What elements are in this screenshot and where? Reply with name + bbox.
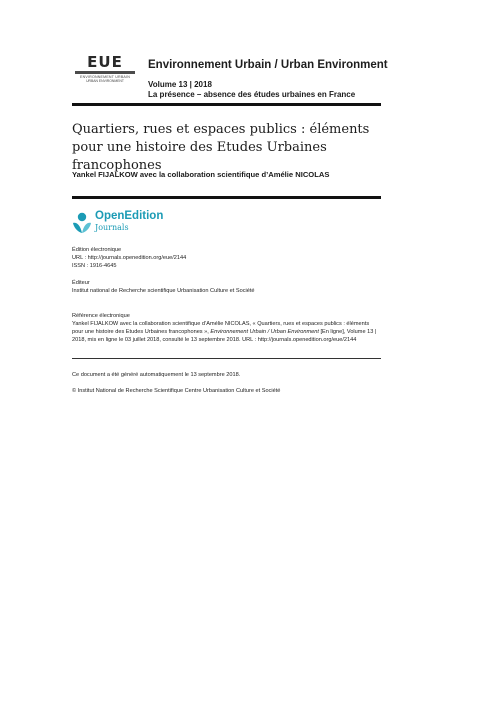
editor-block xyxy=(72,279,382,295)
logo-bar xyxy=(75,71,135,74)
article-authors: Yankel FIJALKOW avec la collaboration scientifique d’Amélie NICOLAS xyxy=(72,170,330,179)
article-title: Quartiers, rues et espaces publics : éléments pour une histoire des Etudes Urbaines francophones xyxy=(72,122,370,173)
reference-divider xyxy=(72,358,381,359)
electronic-edition-url[interactable]: URL : http://journals.openedition.org/eue/2144 xyxy=(72,255,187,261)
reference-text xyxy=(72,320,380,344)
title-divider xyxy=(72,196,381,199)
issue-theme: La présence – absence des études urbaines en France xyxy=(148,90,356,99)
electronic-edition-issn: ISSN : 1916-4645 xyxy=(72,263,117,269)
openedition-logo[interactable] xyxy=(72,210,182,236)
reference-journal: Environnement Urbain / Urban Environment xyxy=(210,329,319,335)
eue-logo xyxy=(72,55,138,87)
openedition-sub: Journals xyxy=(95,223,129,232)
logo-tagline-1: ENVIRONNEMENT URBAIN xyxy=(79,75,131,79)
issue-number: Volume 13 | 2018 xyxy=(148,80,212,89)
generated-note: Ce document a été généré automatiquement le 13 septembre 2018. xyxy=(72,372,241,378)
footer-block xyxy=(72,371,382,395)
openedition-name: OpenEdition xyxy=(95,210,164,222)
openedition-leaf-icon xyxy=(72,211,92,235)
electronic-edition-block xyxy=(72,246,382,270)
journal-title: Environnement Urbain / Urban Environment xyxy=(148,59,388,71)
logo-tagline-2: URBAN ENVIRONMENT xyxy=(86,79,124,83)
reference-block xyxy=(72,312,380,344)
logo-letters: EUE xyxy=(87,53,123,71)
reference-heading: Référence électronique xyxy=(72,313,130,319)
electronic-edition-heading: Édition électronique xyxy=(72,247,122,253)
header-divider xyxy=(72,103,381,106)
editor-heading: Éditeur xyxy=(72,280,90,286)
reference-text-after[interactable]: [En ligne], Volume 13 | 2018, mis en ligne le 03 juillet 2018, consulté le 13 septembre 2018. URL : http://journals.openedition.org/eue/2144 xyxy=(72,329,377,343)
editor-name: Institut national de Recherche scientifique Urbanisation Culture et Société xyxy=(72,288,255,294)
copyright-note: © Institut National de Recherche Scientifique Centre Urbanisation Culture et Société xyxy=(72,388,281,394)
reference-text-before: Yankel FIJALKOW avec la collaboration scientifique d’Amélie NICOLAS, « Quartiers, rues et espaces publics : éléments pour une histoire des Etudes Urbaines francophones », xyxy=(72,321,370,335)
